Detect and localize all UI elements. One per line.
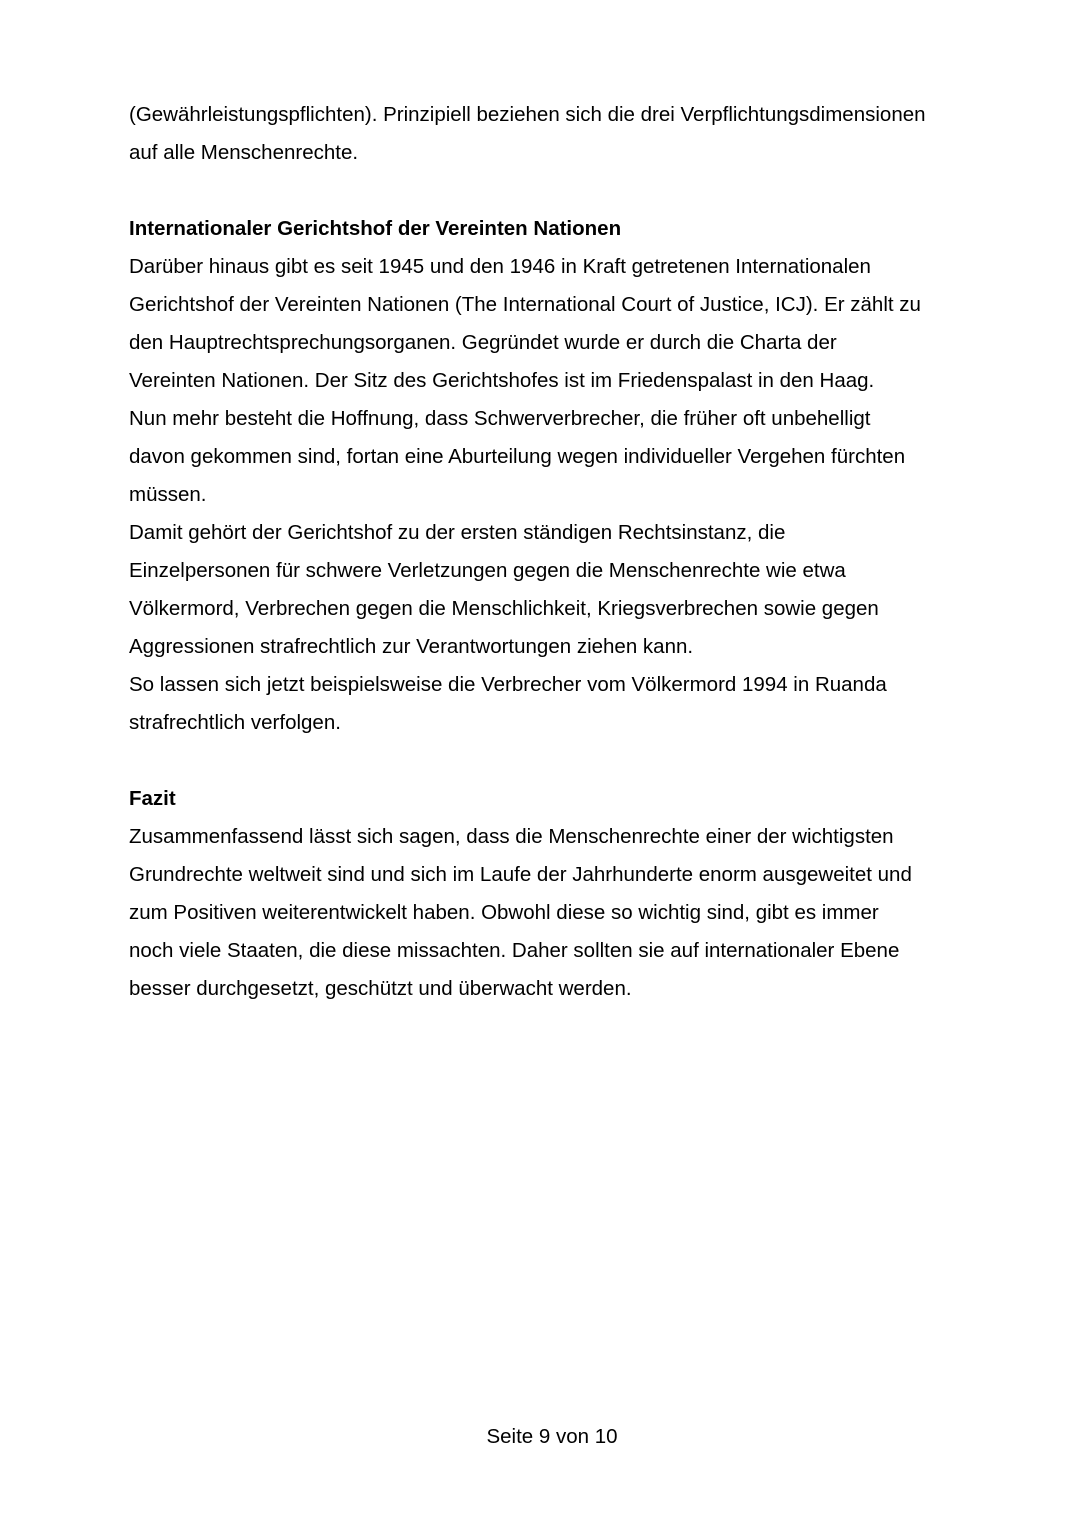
page-content	[129, 96, 989, 1008]
text-line: Zusammenfassend lässt sich sagen, dass die Menschenrechte einer der wichtigsten	[129, 825, 894, 848]
text-line: den Hauptrechtsprechungsorganen. Gegründet wurde er durch die Charta der	[129, 331, 837, 354]
text-line: Gerichtshof der Vereinten Nationen (The International Court of Justice, ICJ). Er zählt zu	[129, 293, 921, 316]
text-line: davon gekommen sind, fortan eine Aburteilung wegen individueller Vergehen fürchten	[129, 445, 906, 468]
text-line: Vereinten Nationen. Der Sitz des Gerichtshofes ist im Friedenspalast in den Haag.	[129, 369, 875, 392]
section-fazit	[129, 780, 989, 1008]
text-line: Einzelpersonen für schwere Verletzungen gegen die Menschenrechte wie etwa	[129, 559, 846, 582]
text-line: zum Positiven weiterentwickelt haben. Obwohl diese so wichtig sind, gibt es immer	[129, 901, 879, 924]
text-line: Völkermord, Verbrechen gegen die Menschlichkeit, Kriegsverbrechen sowie gegen	[129, 597, 879, 620]
section-heading-icj: Internationaler Gerichtshof der Vereinten Nationen	[129, 217, 622, 240]
text-line: Aggressionen strafrechtlich zur Verantwortungen ziehen kann.	[129, 635, 694, 658]
text-line: müssen.	[129, 483, 207, 506]
text-line: So lassen sich jetzt beispielsweise die Verbrecher vom Völkermord 1994 in Ruanda	[129, 673, 887, 696]
text-line: besser durchgesetzt, geschützt und überwacht werden.	[129, 977, 632, 1000]
text-line: noch viele Staaten, die diese missachten. Daher sollten sie auf internationaler Ebene	[129, 939, 900, 962]
paragraph-gap	[129, 742, 989, 780]
text-line: Damit gehört der Gerichtshof zu der ersten ständigen Rechtsinstanz, die	[129, 521, 786, 544]
text-line: Darüber hinaus gibt es seit 1945 und den 1946 in Kraft getretenen Internationalen	[129, 255, 871, 278]
intro-paragraph	[129, 96, 989, 172]
text-line: Grundrechte weltweit sind und sich im Laufe der Jahrhunderte enorm ausgeweitet und	[129, 863, 912, 886]
text-line: strafrechtlich verfolgen.	[129, 711, 341, 734]
icj-paragraph	[129, 248, 989, 742]
text-line: Nun mehr besteht die Hoffnung, dass Schwerverbrecher, die früher oft unbehelligt	[129, 407, 871, 430]
section-icj	[129, 210, 989, 742]
fazit-paragraph	[129, 818, 989, 1008]
text-line: auf alle Menschenrechte.	[129, 141, 359, 164]
text-line: (Gewährleistungspflichten). Prinzipiell beziehen sich die drei Verpflichtungsdimensionen	[129, 103, 926, 126]
section-heading-fazit: Fazit	[129, 787, 176, 810]
paragraph-gap	[129, 172, 989, 210]
page-number: Seite 9 von 10	[486, 1425, 618, 1448]
